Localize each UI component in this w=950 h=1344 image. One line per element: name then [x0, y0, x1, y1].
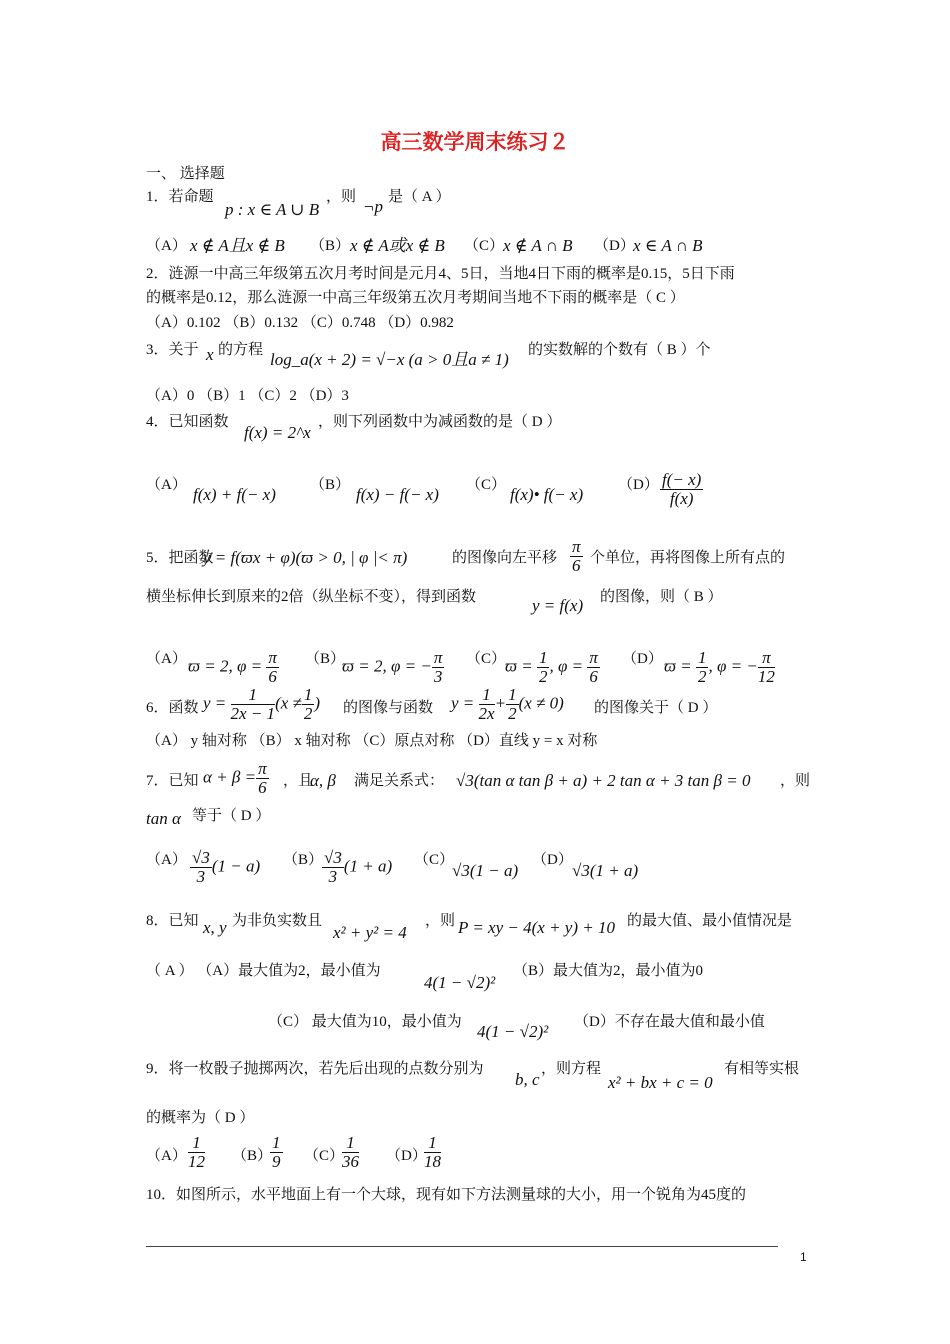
- q9-option-c: $\frac{1}{36}$: [342, 1133, 359, 1171]
- q8-expression: P = xy − 4(x + y) + 10: [458, 918, 615, 937]
- q4-option-a-label: （A）: [146, 477, 187, 493]
- q8-question: 的最大值、最小值情况是: [627, 913, 793, 929]
- q5-option-b: ϖ = 2, φ = − $\frac{\pi}{3}$: [342, 648, 443, 686]
- q9-equation: x² + bx + c = 0: [608, 1073, 713, 1092]
- q9-stem: 9．将一枚骰子抛掷两次，若先后出现的点数分别为: [146, 1061, 484, 1077]
- q4-function: f(x) = 2^x: [244, 423, 311, 442]
- q3-x: x: [206, 345, 214, 364]
- q6-answer: 的图像关于（ D ）: [594, 700, 718, 716]
- q7-tan-alpha: tan α: [146, 809, 181, 828]
- q7-option-a-label: （A）: [146, 852, 187, 868]
- q6-function2: y = $\frac{1}{2x}$ + $\frac{1}{2}$ (x ≠ 0): [451, 685, 564, 723]
- q2-line2: 的概率是0.12，那么涟源一中高三年级第五次月考期间当地不下雨的概率是（ C ）: [146, 290, 685, 306]
- q8-option-a-min: 4(1 − √2)²: [424, 973, 496, 992]
- q5-option-c-label: （C）: [466, 651, 507, 667]
- q9-option-b: $\frac{1}{9}$: [272, 1133, 281, 1171]
- footer-rule: [146, 1246, 778, 1247]
- page-title: 高三数学周末练习２: [380, 130, 570, 154]
- q5-option-d-label: （D）: [622, 651, 663, 667]
- q7-and: ，且: [283, 773, 314, 789]
- q7-relation-label: 满足关系式：: [354, 773, 445, 789]
- q1-option-c: x ∉ A ∩ B: [503, 236, 573, 255]
- q5-stem: 5．把函数: [146, 550, 214, 566]
- q4-d-denominator: f(x): [669, 489, 694, 508]
- q1-neg-p: ¬p: [363, 197, 383, 216]
- q1-then: ，则: [326, 189, 357, 205]
- q4-d-numerator: f(− x): [662, 470, 702, 489]
- q5-option-b-label: （B）: [305, 651, 346, 667]
- q7-option-d-label: （D）: [532, 852, 573, 868]
- q7-answer: 等于（ D ）: [192, 808, 271, 824]
- q4-option-b: f(x) − f(− x): [356, 485, 439, 504]
- q8-then: ，则: [425, 913, 456, 929]
- q5-six: 6: [572, 556, 581, 575]
- q10-stem: 10．如图所示，水平地面上有一个大球，现有如下方法测量球的大小，用一个锐角为45度的: [146, 1187, 747, 1203]
- q9-option-b-label: （B）: [232, 1148, 273, 1164]
- q6-options: （A） y 轴对称 （B） x 轴对称 （C）原点对称 （D）直线 y = x 对称: [146, 733, 598, 749]
- q5-option-a-label: （A）: [146, 651, 187, 667]
- page-number: 1: [800, 1250, 807, 1264]
- q7-alpha-beta: α, β: [310, 771, 336, 790]
- q9-option-d: $\frac{1}{18}$: [424, 1133, 441, 1171]
- q3-equation-label: 的方程: [218, 342, 264, 358]
- q1-option-c-label: （C）: [464, 238, 505, 254]
- q4-option-d: [660, 471, 703, 508]
- q1-option-a: x ∉ A且x ∉ B: [190, 236, 285, 255]
- q6-stem: 6．函数: [146, 700, 199, 716]
- q5-function: y = f(ϖx + φ)(ϖ > 0, | φ |< π): [203, 548, 408, 567]
- q4-option-b-label: （B）: [310, 477, 351, 493]
- q3-answer: 的实数解的个数有（ B ）个: [528, 342, 711, 358]
- q5-result-function: y = f(x): [532, 596, 584, 615]
- q7-option-d: √3(1 + a): [572, 861, 639, 880]
- q3-equation: log_a(x + 2) = √−x (a > 0且a ≠ 1): [270, 350, 509, 369]
- q8-option-b: （B）最大值为2，最小值为0: [513, 963, 704, 979]
- q5-line2: 横坐标伸长到原来的2倍（纵坐标不变），得到函数: [146, 589, 477, 605]
- q5-option-c: ϖ = $\frac{1}{2}$ , φ = $\frac{\pi}{6}$: [505, 648, 598, 686]
- q2-options: （A）0.102 （B）0.132 （C）0.748 （D）0.982: [146, 315, 454, 331]
- q2-line1: 2．涟源一中高三年级第五次月考时间是元月4、5日，当地4日下雨的概率是0.15，5日下雨: [146, 266, 735, 282]
- q7-sum: α + β = $\frac{\pi}{6}$: [203, 759, 267, 797]
- q9-option-a: $\frac{1}{12}$: [188, 1133, 205, 1171]
- q1-option-b: x ∉ A或x ∉ B: [350, 236, 445, 255]
- q7-option-a: $\frac{√3}{3}$ (1 − a): [192, 848, 261, 886]
- q9-equation-label: ，则方程: [541, 1061, 602, 1077]
- q1-option-b-label: （B）: [310, 238, 351, 254]
- q7-option-c-label: （C）: [414, 852, 455, 868]
- q6-and: 的图像与函数: [343, 700, 434, 716]
- section-heading: 一、 选择题: [146, 166, 225, 182]
- q8-option-c: （C） 最大值为10，最小值为: [268, 1014, 462, 1030]
- q9-question-end: 有相等实根: [724, 1061, 800, 1077]
- q1-stem: 1．若命题: [146, 189, 214, 205]
- q8-option-d: （D）不存在最大值和最小值: [574, 1014, 765, 1030]
- q7-then: ，则: [780, 773, 811, 789]
- q5-shift: 的图像向左平移: [452, 550, 558, 566]
- q8-option-c-min: 4(1 − √2)²: [477, 1022, 549, 1041]
- q5-option-a: ϖ = 2, φ = $\frac{\pi}{6}$: [188, 648, 277, 686]
- q5-shift-fraction: [570, 538, 583, 575]
- q3-options: （A）0 （B）1 （C）2 （D）3: [146, 388, 349, 404]
- q4-option-c-label: （C）: [466, 477, 507, 493]
- q5-option-d: ϖ = $\frac{1}{2}$ , φ = − $\frac{\pi}{12}$: [664, 648, 775, 686]
- q8-condition: x² + y² = 4: [333, 923, 407, 942]
- q3-stem: 3．关于: [146, 342, 199, 358]
- q7-option-c: √3(1 − a): [452, 861, 519, 880]
- q5-line1-end: 个单位，再将图像上所有点的: [590, 550, 786, 566]
- q1-option-a-label: （A）: [146, 238, 187, 254]
- q9-option-a-label: （A）: [146, 1148, 187, 1164]
- q7-relation: √3(tan α tan β + a) + 2 tan α + 3 tan β = 0: [456, 771, 751, 790]
- q1-option-d: x ∈ A ∩ B: [633, 236, 703, 255]
- q4-question: ，则下列函数中为减函数的是（ D ）: [318, 414, 562, 430]
- q4-option-a: f(x) + f(− x): [193, 485, 276, 504]
- q8-option-a: （ A ） （A）最大值为2，最小值为: [146, 963, 381, 979]
- q7-option-b-label: （B）: [283, 852, 324, 868]
- q8-stem: 8．已知: [146, 913, 199, 929]
- q8-condition-label: 为非负实数且: [232, 913, 323, 929]
- q1-option-d-label: （D）: [594, 238, 635, 254]
- q9-vars: b, c: [515, 1070, 540, 1089]
- q4-option-c: f(x)• f(− x): [510, 485, 584, 504]
- q6-function1: y = $\frac{1}{2x - 1}$ (x ≠ $\frac{1}{2}$ ): [203, 685, 321, 723]
- q1-answer: 是（ A ）: [388, 189, 451, 205]
- q9-option-d-label: （D）: [386, 1148, 427, 1164]
- q9-option-c-label: （C）: [304, 1148, 345, 1164]
- q4-option-d-label: （D）: [618, 477, 659, 493]
- q7-stem: 7．已知: [146, 773, 199, 789]
- q9-answer: 的概率为（ D ）: [146, 1110, 255, 1126]
- q1-formula: p : x ∈ A ∪ B: [225, 200, 320, 219]
- q7-option-b: $\frac{√3}{3}$ (1 + a): [324, 848, 393, 886]
- q8-vars: x, y: [203, 918, 227, 937]
- q5-answer: 的图像，则（ B ）: [600, 589, 723, 605]
- q5-pi: π: [572, 537, 581, 556]
- q4-stem: 4．已知函数: [146, 414, 229, 430]
